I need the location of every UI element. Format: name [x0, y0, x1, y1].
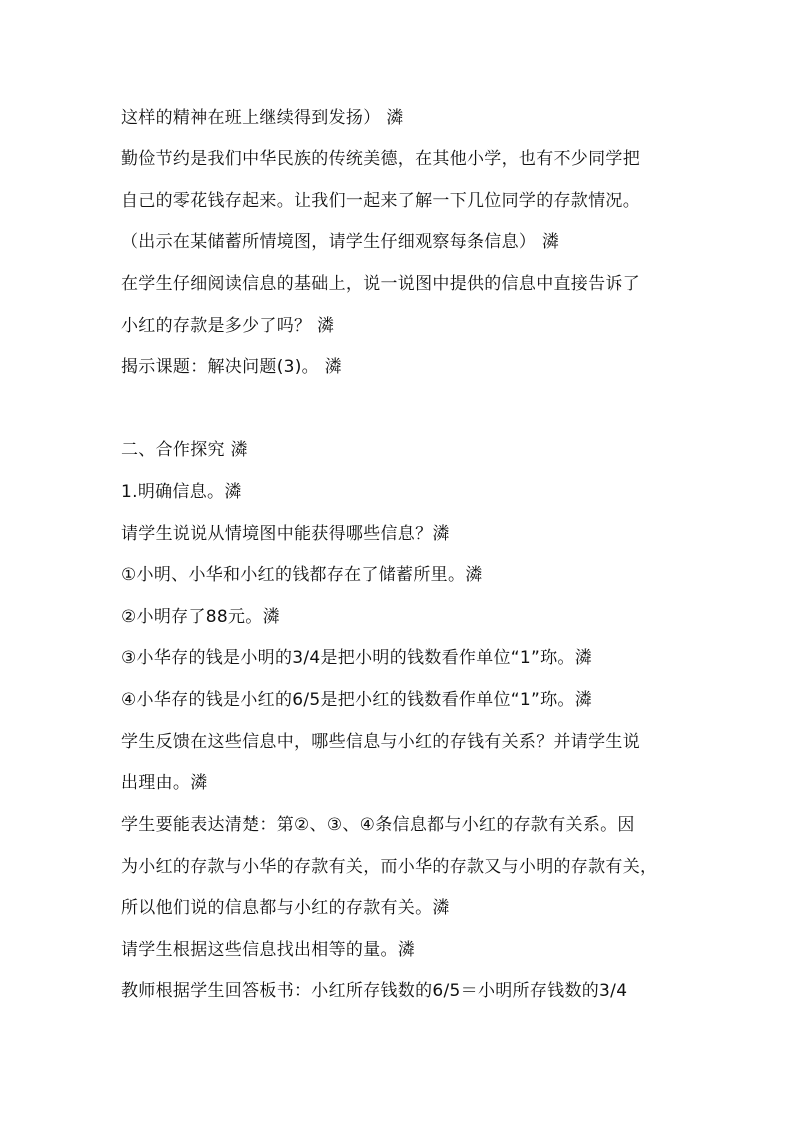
- paragraph-line: 在学生仔细阅读信息的基础上，说一说图中提供的信息中直接告诉了: [121, 274, 640, 294]
- paragraph-line: 学生反馈在这些信息中，哪些信息与小红的存钱有关系？并请学生说: [121, 732, 640, 752]
- paragraph-line: 自己的零花钱存起来。让我们一起来了解一下几位同学的存款情况。: [121, 191, 640, 211]
- paragraph-line: 这样的精神在班上继续得到发扬） 潾: [121, 108, 404, 128]
- paragraph-line: 学生要能表达清楚：第②、③、④条信息都与小红的存款有关系。因: [121, 815, 635, 835]
- list-item: ①小明、小华和小红的钱都存在了储蓄所里。潾: [121, 565, 483, 585]
- paragraph-line: 出理由。潾: [121, 773, 208, 793]
- paragraph-line: （出示在某储蓄所情境图，请学生仔细观察每条信息） 潾: [121, 232, 560, 252]
- paragraph-line: 为小红的存款与小华的存款有关，而小华的存款又与小明的存款有关，: [121, 857, 658, 877]
- paragraph-line: 教师根据学生回答板书：小红所存钱数的6/5＝小明所存钱数的3/4: [121, 981, 628, 1001]
- subsection-heading: 1.明确信息。潾: [121, 482, 242, 502]
- paragraph-line: 请学生说说从情境图中能获得哪些信息？潾: [121, 524, 450, 544]
- paragraph-line: 揭示课题：解决问题(3)。 潾: [121, 357, 342, 377]
- list-item: ④小华存的钱是小红的6/5是把小红的钱数看作单位“1”珎。潾: [121, 690, 593, 710]
- section-heading: 二、合作探究 潾: [121, 440, 248, 460]
- list-item: ②小明存了88元。潾: [121, 607, 280, 627]
- list-item: ③小华存的钱是小明的3/4是把小明的钱数看作单位“1”珎。潾: [121, 648, 593, 668]
- paragraph-line: 请学生根据这些信息找出相等的量。潾: [121, 940, 416, 960]
- paragraph-line: 小红的存款是多少了吗？ 潾: [121, 316, 335, 336]
- paragraph-line: 所以他们说的信息都与小红的存款有关。潾: [121, 898, 450, 918]
- paragraph-line: 勤俭节约是我们中华民族的传统美德，在其他小学，也有不少同学把: [121, 149, 640, 169]
